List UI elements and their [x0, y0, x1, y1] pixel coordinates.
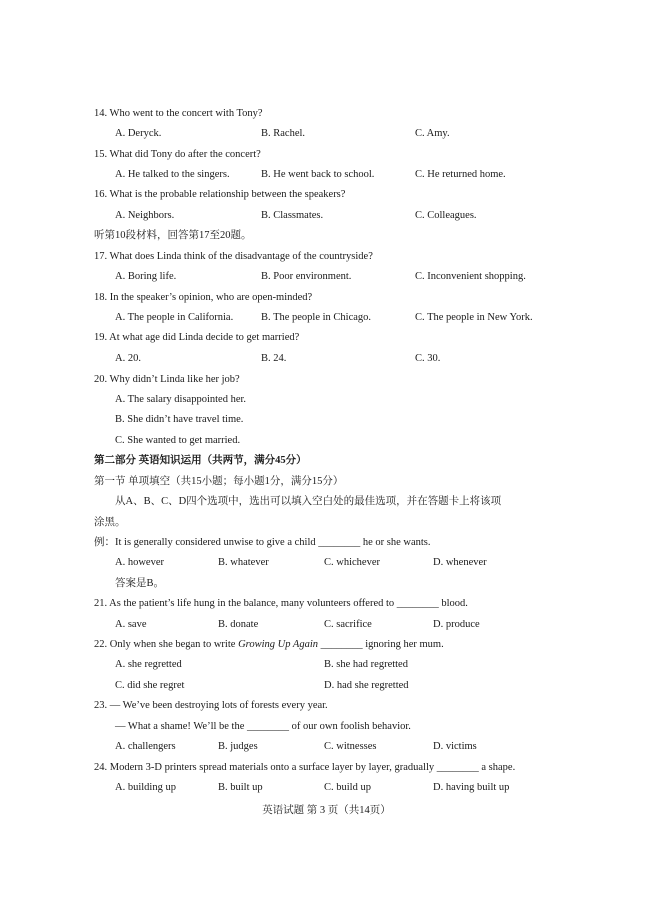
section-10-heading: 听第10段材料，回答第17至20题。 — [94, 230, 252, 241]
question-23-option-d: D. victims — [433, 741, 477, 752]
question-18-stem: 18. In the speaker’s opinion, who are open-minded? — [94, 292, 313, 303]
question-23-stem: 23. — We’ve been destroying lots of forests every year. — [94, 700, 328, 711]
question-15-stem: 15. What did Tony do after the concert? — [94, 149, 261, 160]
question-17-option-a: A. Boring life. — [115, 271, 177, 282]
question-19-option-c: C. 30. — [415, 353, 441, 364]
question-15-option-b: B. He went back to school. — [261, 169, 375, 180]
question-17-option-b: B. Poor environment. — [261, 271, 352, 282]
example-option-b: B. whatever — [218, 557, 269, 568]
question-16-option-b: B. Classmates. — [261, 210, 324, 221]
question-24-option-d: D. having built up — [433, 782, 510, 793]
question-16-option-a: A. Neighbors. — [115, 210, 175, 221]
question-22-option-b: B. she had regretted — [324, 659, 408, 670]
question-18-option-a: A. The people in California. — [115, 312, 234, 323]
question-20-option-b: B. She didn’t have travel time. — [115, 414, 244, 425]
question-22-stem-pre: 22. Only when she began to write — [94, 639, 239, 650]
question-22-stem — [94, 638, 444, 651]
question-21-stem: 21. As the patient’s life hung in the balance, many volunteers offered to ________ blood. — [94, 598, 468, 609]
instruction-line-2: 涂黑。 — [94, 517, 126, 528]
instruction-line-1: 从A、B、C、D四个选项中，选出可以填入空白处的最佳选项，并在答题卡上将该项 — [115, 496, 502, 507]
example-option-a: A. however — [115, 557, 164, 568]
question-18-option-b: B. The people in Chicago. — [261, 312, 372, 323]
example-answer: 答案是B。 — [115, 578, 165, 589]
question-14-stem: 14. Who went to the concert with Tony? — [94, 108, 263, 119]
question-23-line-2: — What a shame! We’ll be the ________ of our own foolish behavior. — [115, 721, 411, 732]
question-21-option-d: D. produce — [433, 619, 480, 630]
question-14-option-a: A. Deryck. — [115, 128, 162, 139]
question-24-stem: 24. Modern 3-D printers spread materials onto a surface layer by layer, gradually ________ a shape. — [94, 762, 516, 773]
question-19-option-b: B. 24. — [261, 353, 287, 364]
question-17-stem: 17. What does Linda think of the disadvantage of the countryside? — [94, 251, 373, 262]
question-20-option-c: C. She wanted to get married. — [115, 435, 241, 446]
question-21-option-a: A. save — [115, 619, 147, 630]
question-22-option-c: C. did she regret — [115, 680, 185, 691]
question-15-option-a: A. He talked to the singers. — [115, 169, 230, 180]
question-21-option-c: C. sacrifice — [324, 619, 372, 630]
question-21-option-b: B. donate — [218, 619, 259, 630]
page-footer: 英语试题 第 3 页（共14页） — [262, 805, 391, 816]
question-22-option-a: A. she regretted — [115, 659, 182, 670]
question-20-option-a: A. The salary disappointed her. — [115, 394, 247, 405]
question-19-stem: 19. At what age did Linda decide to get married? — [94, 332, 300, 343]
example-option-c: C. whichever — [324, 557, 380, 568]
question-19-option-a: A. 20. — [115, 353, 141, 364]
part-2-heading: 第二部分 英语知识运用（共两节，满分45分） — [94, 455, 307, 466]
question-23-option-c: C. witnesses — [324, 741, 377, 752]
question-22-option-d: D. had she regretted — [324, 680, 409, 691]
question-22-book-title: Growing Up Again — [238, 639, 318, 650]
question-23-option-a: A. challengers — [115, 741, 176, 752]
question-14-option-b: B. Rachel. — [261, 128, 306, 139]
question-24-option-c: C. build up — [324, 782, 371, 793]
question-14-option-c: C. Amy. — [415, 128, 450, 139]
question-16-option-c: C. Colleagues. — [415, 210, 477, 221]
question-17-option-c: C. Inconvenient shopping. — [415, 271, 526, 282]
question-24-option-b: B. built up — [218, 782, 263, 793]
example-stem: 例：It is generally considered unwise to give a child ________ he or she wants. — [94, 537, 431, 548]
example-option-d: D. whenever — [433, 557, 487, 568]
section-1-heading: 第一节 单项填空（共15小题；每小题1分，满分15分） — [94, 476, 344, 487]
question-23-option-b: B. judges — [218, 741, 258, 752]
question-18-option-c: C. The people in New York. — [415, 312, 533, 323]
question-22-stem-post: ________ ignoring her mum. — [318, 639, 444, 650]
question-15-option-c: C. He returned home. — [415, 169, 506, 180]
question-16-stem: 16. What is the probable relationship between the speakers? — [94, 189, 346, 200]
question-24-option-a: A. building up — [115, 782, 176, 793]
question-20-stem: 20. Why didn’t Linda like her job? — [94, 374, 240, 385]
